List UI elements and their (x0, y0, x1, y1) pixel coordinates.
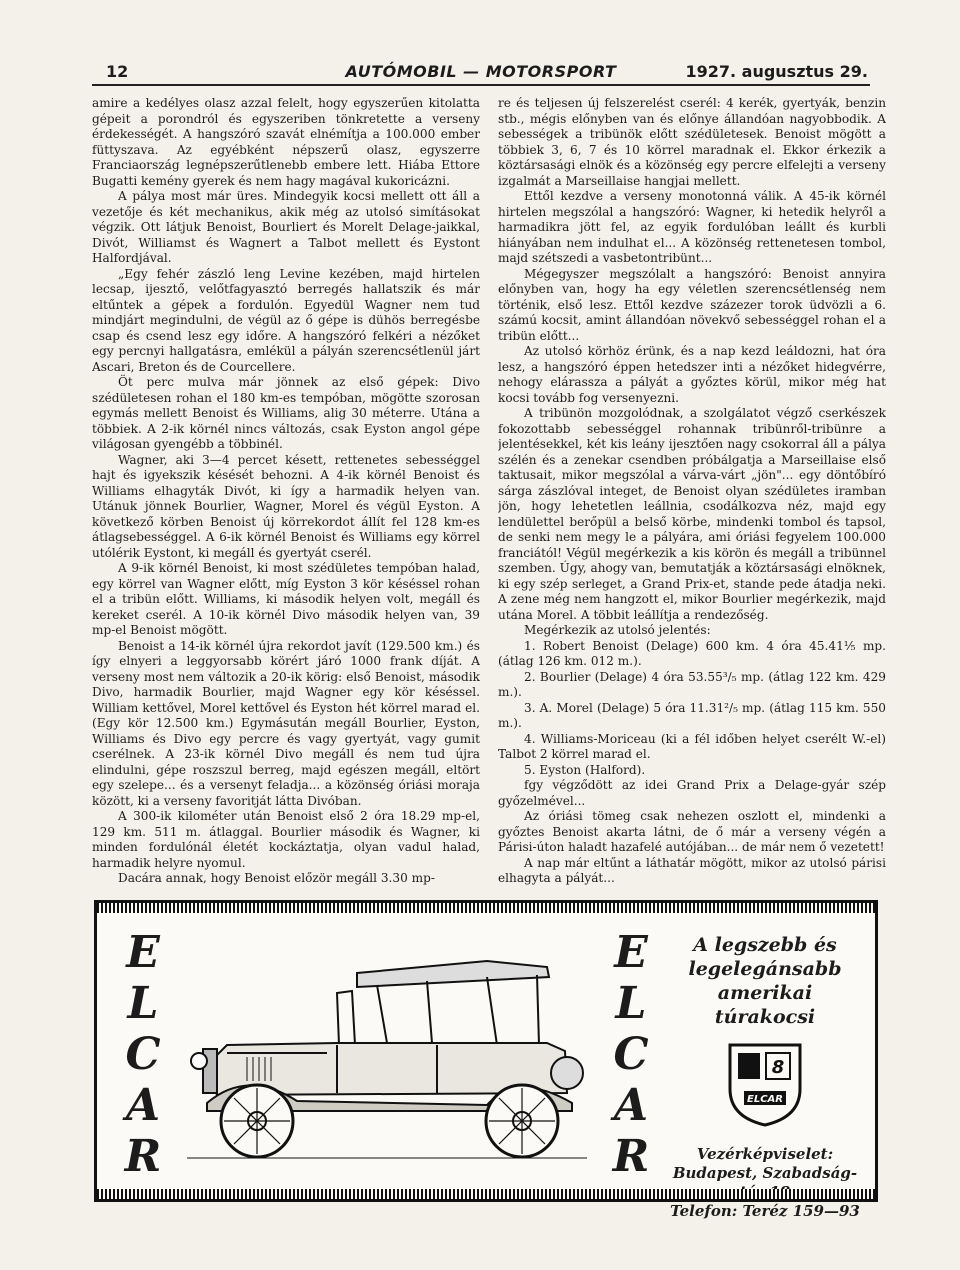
page-header (92, 60, 870, 86)
article-paragraph: 5. Eyston (Halford). (524, 762, 646, 777)
article-paragraph: Mégegyszer megszólalt a hangszóró: Benoist annyira előnyben van, hogy ha egy véletlen szerencsétlenség nem történik, első lesz. Ettől kezdve százezer torok üdvözli a 6. számú kocsit, amint állandóan növekvő sebességgel rohan el a tribün előtt... (498, 266, 886, 343)
ad-copy (667, 933, 863, 1221)
article-paragraph: Dacára annak, hogy Benoist előzör megáll 3.30 mp- (118, 871, 435, 885)
article-right-column (498, 96, 886, 894)
article-paragraph: Ettől kezdve a verseny monotonná válik. A 45-ik körnél hirtelen megszólal a hangszóró: Wagner, ki hetedik helyről a harmadikra jött fel, az egyik fordulóban leállt és kurbli hiányában nem indulhat el... A közönség rettenetesen tombol, majd szétszedi a vasbetontribünt... (498, 189, 886, 265)
brand-letter: A (613, 1080, 649, 1131)
article-paragraph: fgy végződött az idei Grand Prix a Delage-gyár szép győzelmével... (498, 778, 886, 808)
touring-car-illustration (187, 933, 587, 1173)
article-paragraph: re és teljesen új felszerelést cserél: 4 kerék, gyertyák, benzin stb., mégis előnyben van és előnye állandóan nagyobbodik. A sebességek a tribünök előtt szédületesek. Benoist mögött a többiek 3, 6, 7 és 10 körrel maradnak el. Ekkor érkezik a köztársasági elnök és a közönség egy percre elfelejti a verseny izgalmát a Marseillaise hangjai mellett. (498, 96, 886, 188)
article-paragraph: A 9-ik körnél Benoist, ki most szédületes tempóban halad, egy körrel van Wagner előtt, míg Eyston 3 kör késéssel rohan el a tribün előtt. Williams, ki második helyen volt, megáll és kereket cserél. A 10-ik körnél Divo második helyen van, 39 mp-el Benoist mögött. (92, 561, 480, 637)
elcar-advertisement (94, 900, 878, 1220)
brand-letters-left (113, 927, 173, 1182)
ad-border-top (97, 903, 875, 913)
elcar-emblem-icon (720, 1039, 810, 1129)
brand-letters-right (601, 927, 661, 1182)
ad-border-bottom (97, 1189, 875, 1199)
brand-letter: A (125, 1080, 161, 1131)
article-paragraph: 3. A. Morel (Delage) 5 óra 11.31²/₅ mp. (átlag 115 km. 550 m.). (498, 700, 886, 730)
ad-representative-label: Vezérképviselet: (696, 1145, 834, 1163)
article-paragraph: A nap már eltűnt a láthatár mögött, mikor az utolsó párisi elhagyta a pályát... (498, 855, 886, 885)
emblem-label: ELCAR (747, 1094, 783, 1105)
article-paragraph: Az utolsó körhöz érünk, és a nap kezd leáldozni, hat óra lesz, a hangszóró éppen hetedszer inti a nézőket hidegvérre, nehogy elárassza a pályát a győztes körül, mikor még hat kocsi tovább fog versenyezni. (498, 344, 886, 405)
article-paragraph: Öt perc mulva már jönnek az első gépek: Divo szédületesen rohan el 180 km-es tempóban, mögötte szorosan egymás mellett Benoist és Williams, alig 30 méterre. Utána a többiek. A 2-ik körnél nincs változás, csak Eyston angol gépe világosan gyengébb a többinél. (92, 375, 480, 451)
brand-letter: C (613, 1029, 649, 1080)
brand-letter: L (127, 978, 159, 1029)
article-paragraph: A pálya most már üres. Mindegyik kocsi mellett ott áll a vezetője és két mechanikus, akik még az utolsó simításokat végzik. Ott látjuk Benoist, Bourliert és Morelt Delage-jaikkal, Divót, Williamst és Wagnert a Talbot mellett és Eystont Halfordjával. (92, 189, 480, 265)
brand-letter: L (615, 978, 647, 1029)
page-number: 12 (106, 62, 129, 81)
article-left-column (92, 96, 480, 894)
ad-address: Budapest, Szabadság- (672, 1164, 858, 1182)
article-paragraph: amire a kedélyes olasz azzal felelt, hogy egyszerűen kitolatta gépeit a porondról és egyszeriben tönkretette a verseny érdekességét. A hangszóró szavát elnémítja a 100.000 ember füttyszava. Az egyébként népszerű olasz, egyszerre Franciaország legnépszerűtlenebb embere lett. Hiába Ettore Bugatti kemény gyerek és nem hagy magával kukoricázni. (92, 96, 480, 188)
ad-phone: Telefon: Teréz 159—93 (670, 1202, 860, 1220)
article-paragraph: „Egy fehér zászló leng Levine kezében, majd hirtelen lecsap, ijesztő, velőtfagyasztó berregés hallatszik és már eltűntek a gépek a fordulón. Egyedül Wagner nem tud mindjárt megindulni, de végül az ő gépe is dühös berregésbe csap és csend lesz egy időre. A hangszóró felkéri a nézőket egy percnyi hallgatásra, emlékül a pályán szerencsétlenül járt Ascari, Breton és de Courcellere. (92, 266, 480, 374)
article-paragraph: 4. Williams-Moriceau (ki a fél időben helyet cserélt W.-el) Talbot 2 körrel marad el. (498, 731, 886, 761)
brand-letter: C (125, 1029, 161, 1080)
ad-headline: A legszebb és legelegánsabb amerikai túrakocsi (688, 934, 842, 1028)
issue-date: 1927. augusztus 29. (685, 62, 868, 81)
article-paragraph: 1. Robert Benoist (Delage) 600 km. 4 óra 45.41⅕ mp. (átlag 126 km. 012 m.). (498, 638, 886, 668)
brand-letter: E (614, 927, 648, 978)
article-paragraph: A 300-ik kilométer után Benoist első 2 óra 18.29 mp-el, 129 km. 511 m. átlaggal. Bourlier második és Wagner, ki minden fordulónál életét kockáztatja, olyan vadul halad, harmadik helyre nyomul. (92, 809, 480, 870)
article-paragraph: Az óriási tömeg csak nehezen oszlott el, mindenki a győztes Benoist akarta látni, de ő már a verseny végén a Párisi-úton haladt hazafelé autójában... de már nem ő vezetett! (498, 809, 886, 854)
magazine-title: AUTÓMOBIL — MOTORSPORT (345, 62, 617, 81)
brand-letter: E (126, 927, 160, 978)
emblem-number: 8 (771, 1057, 785, 1078)
article-paragraph: A tribünön mozgolódnak, a szolgálatot végző cserkészek fokozottabb sebességgel rohannak tribünről-tribünre a jelentésekkel, két kis leány ijesztően nagy csokorral áll a pálya szélén és a zenekar csendben próbálgatja a Marseillaise első taktusait, mikor megszólal a várva-várt „jön"... egy döntőbíró sárga zászlóval integet, de Benoist olyan szédületes iramban jön, hogy lehetetlen leállnia, csodálkozva néz, majd egy lendülettel berőpül a belső körbe, mindenki tombol és tapsol, de senki nem megy le a pályára, ami óriási fegyelem 100.000 franciától! Végül megérkezik a kis körön és megáll a tribünnel szemben. Úgy, ahogy van, bemutatják a köztársasági elnöknek, ki egy szép serleget, a Grand Prix-et, stande pede átadja neki. A zene még nem hangzott el, mikor Bourlier megérkezik, majd utána Morel. A többit leállítja a rendezőség. (498, 406, 886, 622)
article-paragraph: Benoist a 14-ik körnél újra rekordot javít (129.500 km.) és így elnyeri a leggyorsabb körért járó 1000 frank díját. A verseny most nem változik a 20-ik körig: első Benoist, második Divo, harmadik Bourlier, majd Wagner egy kör késéssel. William kettővel, Morel kettővel és Eyston hét körrel marad el. (Egy kör 12.500 km.) Egymásután megáll Bourlier, Eyston, Williams és Divo egy percre és vagy gyertyát, vagy gumit cserélnek. A 23-ik körnél Divo megáll és nem tud újra elindulni, gépe roszszul berreg, majd egészen megáll, eltört egy szelepe... és a versenyt feladja... a közönség óriási moraja között, ki a verseny favoritját látta Divóban. (92, 638, 480, 808)
brand-letter: R (612, 1131, 650, 1182)
article-paragraph: 2. Bourlier (Delage) 4 óra 53.55³/₅ mp. (átlag 122 km. 429 m.). (498, 669, 886, 699)
brand-letter: R (124, 1131, 162, 1182)
article-paragraph: Megérkezik az utolsó jelentés: (524, 623, 711, 637)
article-paragraph: Wagner, aki 3—4 percet késett, rettenetes sebességgel hajt és igyekszik késését behozni. A 4-ik körnél Benoist és Williams elhagyták Divót, ki így a harmadik helyen van. Utánuk jönnek Bourlier, Wagner, Morel és végül Eyston. A következő körben Benoist új körrekordot állít fel 128 km-es átlagsebességgel. A 6-ik körnél Benoist és Williams egy körrel utólérik Eystont, ki megáll és gyertyát cserél. (92, 452, 480, 560)
